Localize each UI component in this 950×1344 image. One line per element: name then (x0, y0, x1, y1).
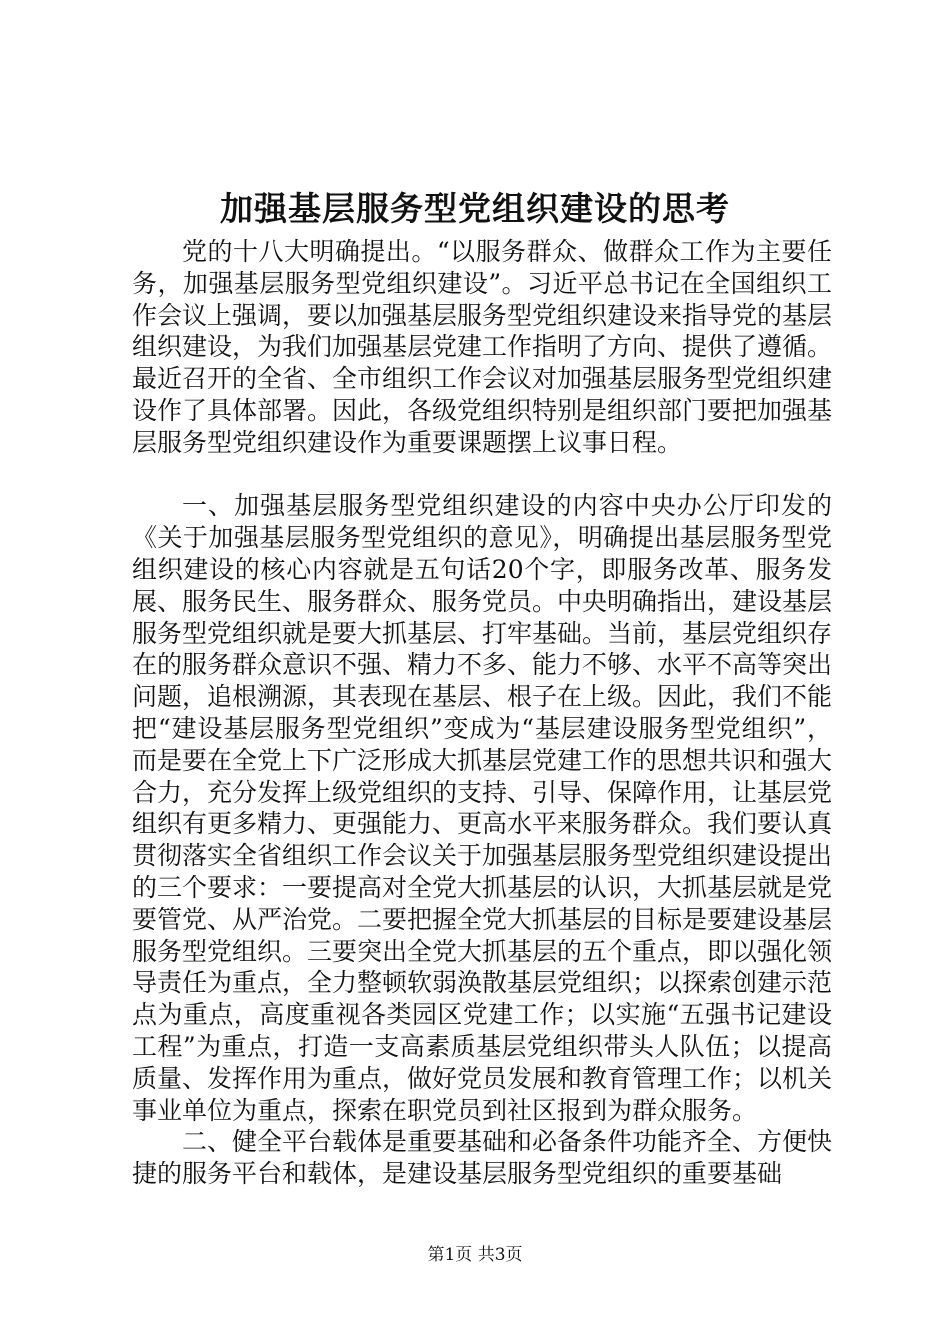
document-body (132, 236, 832, 1190)
page-number: 第1页 共3页 (427, 1245, 523, 1265)
intro-paragraph: 党的十八大明确提出。“以服务群众、做群众工作为主要任务，加强基层服务型党组织建设”。习近平总书记在全国组织工作会议上强调，要以加强基层服务型党组织建设来指导党的基层组织建设，为我们加强基层党建工作指明了方向、提供了遵循。最近召开的全省、全市组织工作会议对加强基层服务型党组织建设作了具体部署。因此，各级党组织特别是组织部门要把加强基层服务型党组织建设作为重要课题摆上议事日程。 (132, 237, 833, 457)
section-one-paragraph: 一、加强基层服务型党组织建设的内容中央办公厅印发的《关于加强基层服务型党组织的意见》，明确提出基层服务型党组织建设的核心内容就是五句话20个字，即服务改革、服务发展、服务民生、服务群众、服务党员。中央明确指出，建设基层服务型党组织就是要大抓基层、打牢基础。当前，基层党组织存在的服务群众意识不强、精力不多、能力不够、水平不高等突出问题，追根溯源，其表现在基层、根子在上级。因此，我们不能把“建设基层服务型党组织”变成为“基层建设服务型党组织”，而是要在全党上下广泛形成大抓基层党建工作的思想共识和强大合力，充分发挥上级党组织的支持、引导、保障作用，让基层党组织有更多精力、更强能力、更高水平来服务群众。我们要认真贯彻落实全省组织工作会议关于加强基层服务型党组织建设提出的三个要求：一要提高对全党大抓基层的认识，大抓基层就是党要管党、从严治党。二要把握全党大抓基层的目标是要建设基层服务型党组织。三要突出全党大抓基层的五个重点，即以强化领导责任为重点，全力整顿软弱涣散基层党组织；以探索创建示范点为重点，高度重视各类园区党建工作；以实施“五强书记建设工程”为重点，打造一支高素质基层党组织带头人队伍；以提高质量、发挥作用为重点，做好党员发展和教育管理工作；以机关事业单位为重点，探索在职党员到社区报到为群众服务。 (132, 491, 833, 1125)
section-two-paragraph: 二、健全平台载体是重要基础和必备条件功能齐全、方便快捷的服务平台和载体，是建设基层服务型党组织的重要基础 (132, 1127, 833, 1189)
paragraph-spacer (132, 459, 832, 491)
document-title: 加强基层服务型党组织建设的思考 (220, 189, 730, 228)
